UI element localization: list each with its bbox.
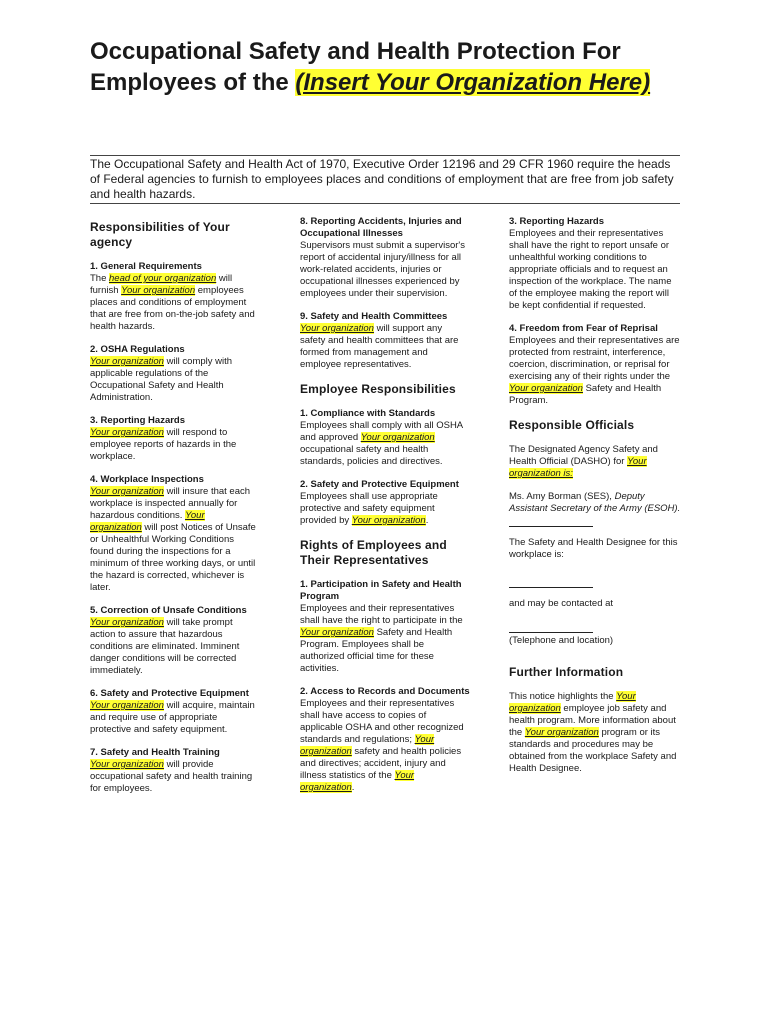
section-title: 3. Reporting Hazards xyxy=(90,415,186,426)
org-highlight: Your organization xyxy=(90,486,164,497)
section-text: will take prompt action to assure that hazardous conditions are eliminated. Imminent danger conditions will be corrected immediately. xyxy=(90,617,240,676)
section-employee-reporting-hazards xyxy=(509,216,681,312)
org-highlight: Your organization xyxy=(90,356,164,367)
section-text: (Telephone and location) xyxy=(509,635,614,646)
section-title: 2. OSHA Regulations xyxy=(90,344,185,355)
section-text: Employees shall comply with all OSHA and approved xyxy=(300,420,463,443)
section-general-requirements xyxy=(90,261,258,333)
section-reporting-accidents xyxy=(300,216,470,300)
section-participation xyxy=(300,579,470,675)
section-title: 5. Correction of Unsafe Conditions xyxy=(90,605,247,616)
section-title: 1. Compliance with Standards xyxy=(300,408,436,419)
heading-further-information: Further Information xyxy=(509,665,624,679)
org-highlight: Your organization xyxy=(509,383,583,394)
section-text: will comply with applicable regulations of the Occupational Safety and Health Administration. xyxy=(90,356,233,403)
section-title: 2. Safety and Protective Equipment xyxy=(300,479,459,490)
section-text: Employees shall use appropriate protective and safety equipment provided by xyxy=(300,491,438,526)
section-text: will post Notices of Unsafe or Unhealthful Working Conditions found during the inspections for a minimum of three working days, or until the hazard is corrected, whichever is later. xyxy=(90,522,256,593)
section-text: Safety and Health Program. xyxy=(509,383,662,406)
section-title: 9. Safety and Health Committees xyxy=(300,311,448,322)
column-agency-responsibilities xyxy=(90,216,258,806)
section-text: The Designated Agency Safety and Health Official (DASHO) for xyxy=(509,444,658,467)
section-title: 4. Workplace Inspections xyxy=(90,474,204,485)
column-employee-responsibilities xyxy=(300,216,470,805)
official-name xyxy=(509,491,681,515)
section-text: will insure that each workplace is inspected annually for hazardous conditions. xyxy=(90,486,251,521)
section-title: 1. Participation in Safety and Health Program xyxy=(300,579,462,602)
section-text: occupational safety and health standards, policies and directives. xyxy=(300,444,443,467)
signature-line xyxy=(509,526,593,527)
section-compliance-standards xyxy=(300,408,470,468)
section-text: employees places and conditions of employment that are free from on-the-job safety and health hazards. xyxy=(90,285,255,332)
section-text: The Safety and Health Designee for this workplace is: xyxy=(509,537,678,560)
section-text: Supervisors must submit a supervisor's report of accidental injury/illness for all work-related accidents, injuries or occupational illnesses experienced by employees under their supervision. xyxy=(300,240,465,299)
section-text: will support any safety and health committees that are formed from management and employee representatives. xyxy=(300,323,459,370)
org-highlight: Your organization xyxy=(300,323,374,334)
top-divider xyxy=(90,155,680,156)
section-text: will acquire, maintain and require use of appropriate protective and safety equipment. xyxy=(90,700,255,735)
contact-line xyxy=(509,632,593,633)
section-text: This notice highlights the xyxy=(509,691,617,702)
org-highlight: Your organization xyxy=(90,700,164,711)
section-text: Safety and Health Program. Employees shall be authorized official time for these activities. xyxy=(300,627,453,674)
page-title xyxy=(90,36,690,98)
section-workplace-inspections xyxy=(90,474,258,594)
section-title: 8. Reporting Accidents, Injuries and Occupational Illnesses xyxy=(300,216,462,239)
intro-paragraph: The Occupational Safety and Health Act of 1970, Executive Order 12196 and 29 CFR 1960 require the heads of Federal agencies to furnish to employees places and conditions of employment that are free from job safety and health hazards. xyxy=(90,157,674,201)
section-correction-unsafe-conditions xyxy=(90,605,258,677)
org-highlight: head of your organization xyxy=(109,273,217,284)
section-text: program or its standards and procedures may be obtained from the workplace Safety and Health Designee. xyxy=(509,727,677,774)
further-information-text xyxy=(509,691,681,775)
column-officials xyxy=(509,216,681,786)
section-safety-training xyxy=(90,747,258,795)
contact-statement xyxy=(509,598,681,610)
section-text: will provide occupational safety and health training for employees. xyxy=(90,759,253,794)
section-title: 4. Freedom from Fear of Reprisal xyxy=(509,323,658,334)
org-highlight: Your organization xyxy=(90,510,205,533)
org-highlight: Your organization is: xyxy=(509,456,647,479)
section-text: . xyxy=(351,782,355,793)
designee-statement xyxy=(509,537,681,561)
section-text: Employees and their representatives shall have the right to report unsafe or unhealthful working conditions to appropriate officials and to request an inspection of the workplace. The name of the employee making the report will be kept confidential if requested. xyxy=(509,228,672,311)
section-text: Employees and their representatives shall have access to copies of applicable OSHA and other recognized standards and regulations; xyxy=(300,698,464,745)
org-highlight: Your organization xyxy=(300,627,374,638)
section-title: 7. Safety and Health Training xyxy=(90,747,220,758)
org-highlight: Your organization xyxy=(300,770,415,793)
org-highlight: Your organization xyxy=(90,617,164,628)
designee-name-line xyxy=(509,587,593,588)
section-text: Employees and their representatives are protected from restraint, interference, coercion, discrimination, or reprisal for exercising any of their rights under the xyxy=(509,335,680,382)
section-text: . xyxy=(425,515,429,526)
section-text: safety and health policies and directives; accident, injury and illness statistics of the xyxy=(300,746,462,781)
section-access-records xyxy=(300,686,470,794)
org-highlight: Your organization xyxy=(90,427,164,438)
section-title: 2. Access to Records and Documents xyxy=(300,686,470,697)
section-title: 1. General Requirements xyxy=(90,261,202,272)
section-text: will respond to employee reports of hazards in the workplace. xyxy=(90,427,237,462)
org-highlight: Your organization xyxy=(524,727,599,738)
dasho-statement xyxy=(509,444,681,480)
heading-employee-responsibilities: Employee Responsibilities xyxy=(300,382,456,396)
section-employee-protective-equipment xyxy=(300,479,470,527)
section-osha-regulations xyxy=(90,344,258,404)
official-title: Deputy Assistant Secretary of the Army (ESOH). xyxy=(509,491,681,514)
section-text: Employees and their representatives shall have the right to participate in the xyxy=(300,603,463,626)
section-text: will furnish xyxy=(90,273,233,296)
title-text: Occupational Safety and Health Protection For Employees of the xyxy=(90,38,621,96)
org-highlight: Your organization xyxy=(121,285,196,296)
org-highlight: Your organization xyxy=(300,734,435,757)
org-highlight: Your organization xyxy=(360,432,435,443)
official-name-text: Ms. Amy Borman (SES), xyxy=(509,491,615,502)
section-text: The xyxy=(90,273,110,284)
heading-employee-rights: Rights of Employees and Their Representatives xyxy=(300,538,447,567)
section-protective-equipment xyxy=(90,688,258,736)
section-title: 6. Safety and Protective Equipment xyxy=(90,688,249,699)
organization-placeholder: (Insert Your Organization Here) xyxy=(295,69,651,96)
org-highlight: Your organization xyxy=(509,691,636,714)
heading-responsible-officials: Responsible Officials xyxy=(509,418,635,432)
section-text: employee job safety and health program. More information about the xyxy=(509,703,676,738)
bottom-divider xyxy=(90,203,680,204)
section-title: 3. Reporting Hazards xyxy=(509,216,605,227)
section-freedom-from-reprisal xyxy=(509,323,681,407)
section-safety-committees xyxy=(300,311,470,371)
section-text: and may be contacted at xyxy=(509,598,614,609)
org-highlight: Your organization xyxy=(90,759,164,770)
section-reporting-hazards xyxy=(90,415,258,463)
org-highlight: Your organization xyxy=(351,515,426,526)
heading-agency-responsibilities: Responsibilities of Your agency xyxy=(90,220,230,249)
phone-location-label xyxy=(509,635,681,647)
